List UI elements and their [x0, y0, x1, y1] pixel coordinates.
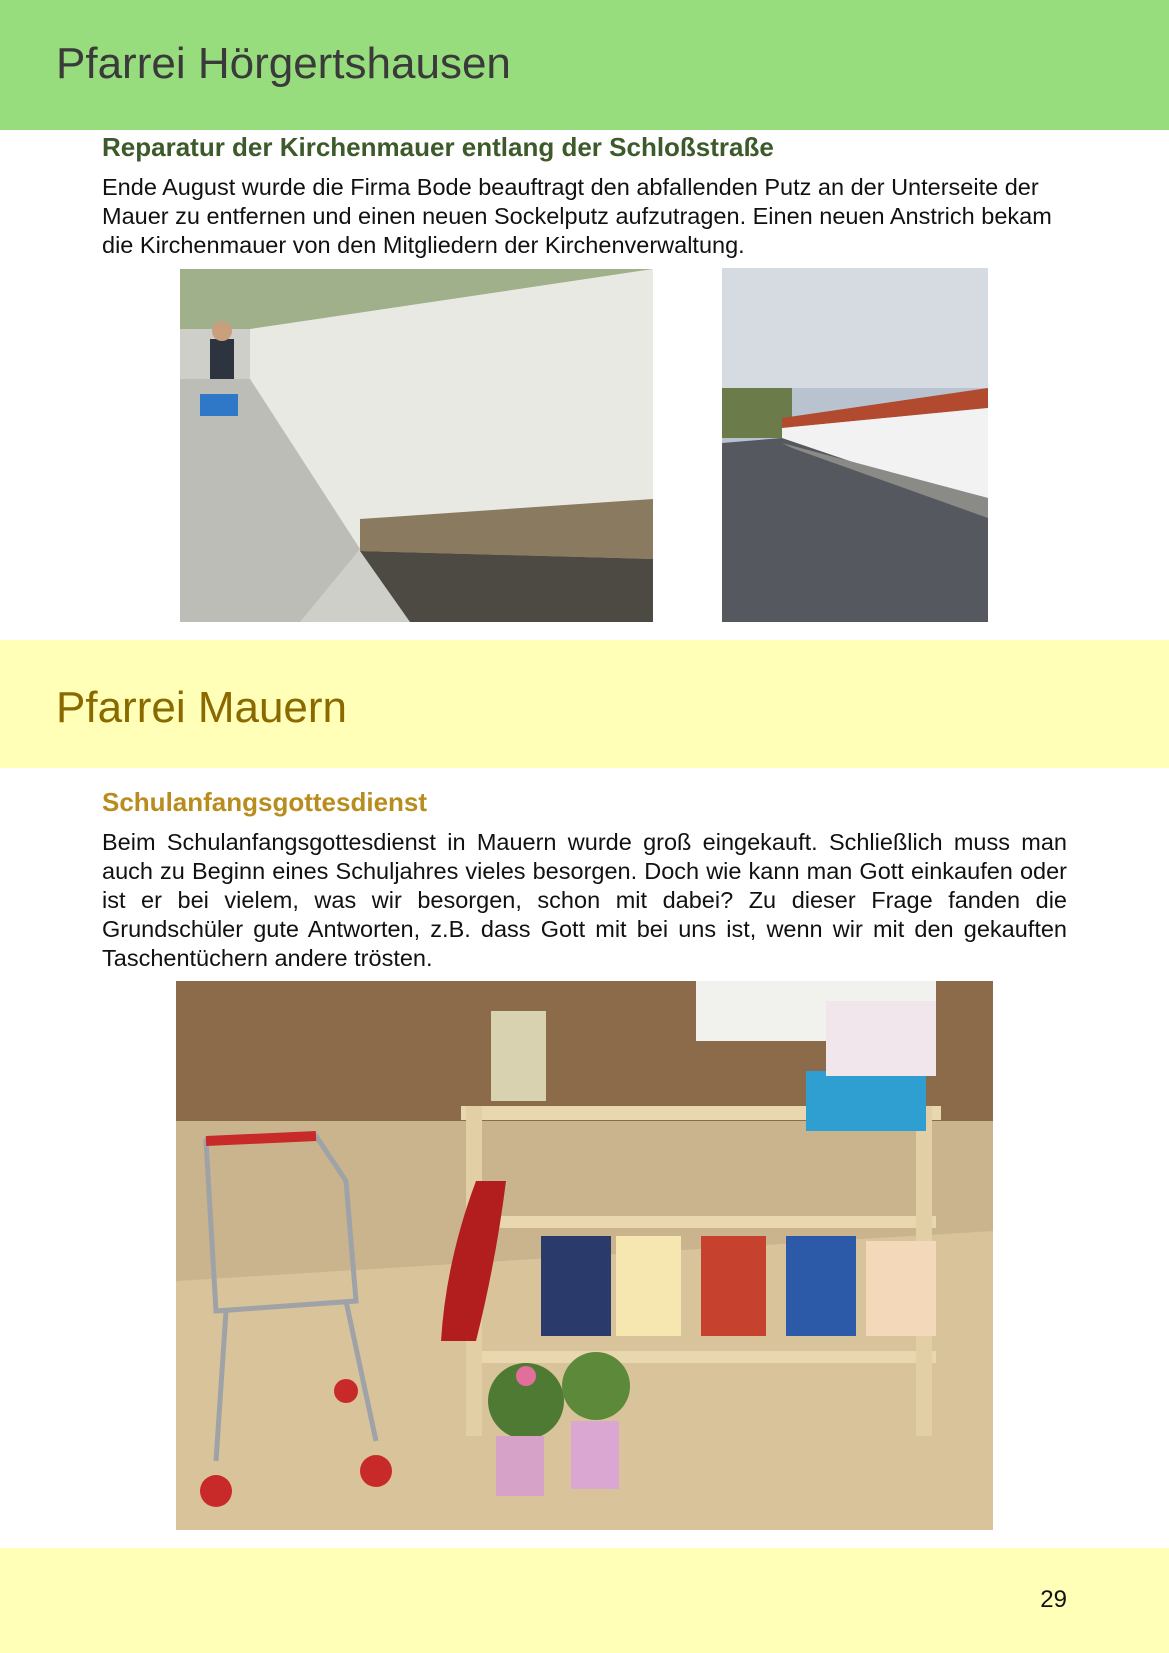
- photo-wall-repair: [180, 269, 653, 622]
- photo-wall-street: [722, 268, 988, 622]
- article-body-schulanfang: Beim Schulanfangsgottesdienst in Mauern wurde groß eingekauft. Schließlich muss man auch zu Beginn eines Schuljahres vieles besorgen. Doch wie kann man Gott einkaufen oder ist er bei vielem, was wir besorgen, schon mit dabei? Zu dieser Frage fanden die Grundschüler gute Antworten, z.B. dass Gott mit bei uns ist, wenn wir mit den gekauften Taschentüchern andere trösten.: [102, 829, 1067, 971]
- section-title-hoergertshausen: Pfarrei Hörgertshausen: [56, 39, 511, 88]
- article-heading-schulanfang: Schulanfangsgottesdienst: [102, 787, 428, 817]
- section-title-mauern: Pfarrei Mauern: [56, 683, 348, 732]
- article-heading-kirchenmauer: Reparatur der Kirchenmauer entlang der Schloßstraße: [102, 132, 774, 162]
- article-body-kirchenmauer: Ende August wurde die Firma Bode beauftragt den abfallenden Putz an der Unterseite der Mauer zu entfernen und einen neuen Sockelputz aufzutragen. Einen neuen Anstrich bekam die Kirchenmauer von den Mitgliedern der Kirchenverwaltung.: [102, 174, 1052, 258]
- photo-shopping-cart-display: [176, 981, 993, 1530]
- footer-band: [0, 1548, 1169, 1653]
- page-number: 29: [1040, 1586, 1067, 1613]
